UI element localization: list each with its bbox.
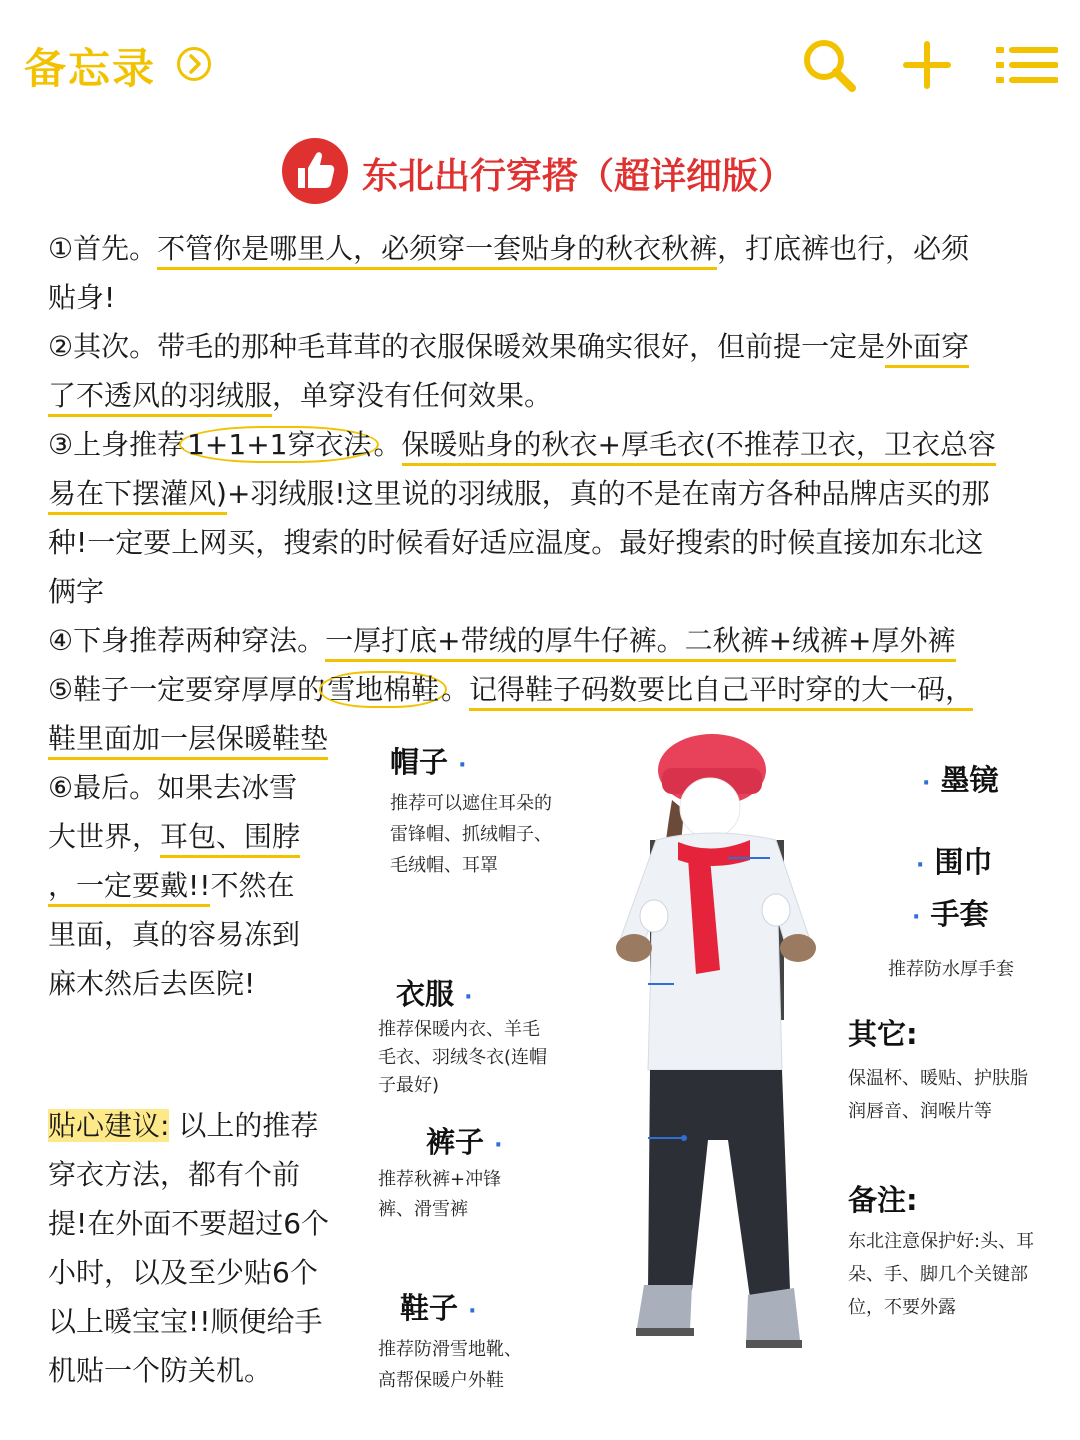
notes-desc-2: 朵、手、脚几个关键部	[848, 1264, 1028, 1285]
tip-line-4: 小时，以及至少贴6个	[48, 1256, 318, 1289]
paragraph-5-line-1: ⑤鞋子一定要穿厚厚的雪地棉鞋。记得鞋子码数要比自己平时穿的大一码，	[48, 674, 973, 706]
tip-line-6: 机贴一个防关机。	[48, 1354, 273, 1387]
paragraph-6-line-3: ，一定要戴!!不然在	[48, 870, 294, 902]
paragraph-4-line-1: ④下身推荐两种穿法。一厚打底+带绒的厚牛仔裤。二秋裤+绒裤+厚外裤	[48, 625, 956, 657]
gloves-desc: 推荐防水厚手套	[888, 959, 1014, 980]
shoes-desc-2: 高帮保暖户外鞋	[378, 1370, 504, 1391]
tip-line-3: 提!在外面不要超过6个	[48, 1207, 330, 1240]
paragraph-1-line-1: ①首先。不管你是哪里人，必须穿一套贴身的秋衣秋裤，打底裤也行，必须	[48, 233, 969, 265]
shoes-label: 鞋子 ·	[400, 1291, 477, 1325]
clothes-desc-3: 子最好)	[378, 1075, 440, 1096]
paragraph-2-line-2: 了不透风的羽绒服，单穿没有任何效果。	[48, 380, 552, 412]
paragraph-6-line-5: 麻木然后去医院!	[48, 967, 256, 1000]
notes-desc-3: 位，不要外露	[848, 1297, 956, 1318]
paragraph-1-line-2: 贴身!	[48, 281, 116, 314]
others-desc-1: 保温杯、暖贴、护肤脂	[848, 1068, 1028, 1089]
shoes-desc-1: 推荐防滑雪地靴、	[378, 1339, 522, 1360]
others-label: 其它:	[848, 1017, 918, 1051]
hat-desc-3: 毛绒帽、耳罩	[390, 855, 498, 876]
hat-desc-2: 雷锋帽、抓绒帽子、	[390, 824, 552, 845]
skier-illustration	[600, 730, 840, 1400]
hat-label: 帽子 ·	[390, 745, 467, 779]
goggles-label: · 墨镜	[922, 763, 999, 797]
others-desc-2: 润唇音、润喉片等	[848, 1101, 992, 1122]
tip-line-1: 贴心建议: 以上的推荐	[48, 1109, 319, 1142]
paragraph-3-line-4: 俩字	[48, 575, 105, 608]
tip-label: 贴心建议:	[48, 1109, 170, 1142]
pants-desc-2: 裤、滑雪裤	[378, 1199, 468, 1220]
paragraph-6-line-4: 里面，真的容易冻到	[48, 918, 301, 951]
paragraph-5-line-2: 鞋里面加一层保暖鞋垫	[48, 723, 328, 755]
chevron-right-circle-icon[interactable]	[176, 46, 212, 82]
paragraph-2-line-1: ②其次。带毛的那种毛茸茸的衣服保暖效果确实很好，但前提一定是外面穿	[48, 331, 969, 363]
thumbs-up-icon	[282, 138, 348, 204]
paragraph-6-line-2: 大世界，耳包、围脖	[48, 821, 300, 853]
paragraph-6-line-1: ⑥最后。如果去冰雪	[48, 771, 298, 804]
paragraph-3-line-3: 种!一定要上网买，搜索的时候看好适应温度。最好搜索的时候直接加东北这	[48, 526, 984, 559]
plus-icon[interactable]	[902, 36, 952, 94]
pants-desc-1: 推荐秋裤+冲锋	[378, 1169, 502, 1190]
app-title: 备忘录	[24, 44, 157, 93]
clothes-desc-2: 毛衣、羽绒冬衣(连帽	[378, 1047, 548, 1068]
notes-label: 备注:	[848, 1183, 918, 1217]
tip-line-2: 穿衣方法，都有个前	[48, 1158, 301, 1191]
search-icon[interactable]	[800, 36, 858, 94]
paragraph-3-line-2: 易在下摆灌风)+羽绒服!这里说的羽绒服，真的不是在南方各种品牌店买的那	[48, 478, 990, 510]
clothes-label: 衣服 ·	[396, 977, 473, 1011]
document-title: 东北出行穿搭（超详细版）	[362, 156, 795, 197]
tip-line-5: 以上暖宝宝!!顺便给手	[48, 1305, 323, 1338]
hat-desc-1: 推荐可以遮住耳朵的	[390, 793, 552, 814]
clothes-desc-1: 推荐保暖内衣、羊毛	[378, 1019, 540, 1040]
list-icon[interactable]	[994, 36, 1058, 94]
gloves-label: · 手套	[912, 897, 989, 931]
scarf-label: · 围巾	[916, 845, 993, 879]
notes-desc-1: 东北注意保护好:头、耳	[848, 1231, 1035, 1252]
pants-label: 裤子 ·	[426, 1125, 503, 1159]
paragraph-3-line-1: ③上身推荐1+1+1穿衣法。保暖贴身的秋衣+厚毛衣(不推荐卫衣，卫衣总容	[48, 429, 996, 461]
